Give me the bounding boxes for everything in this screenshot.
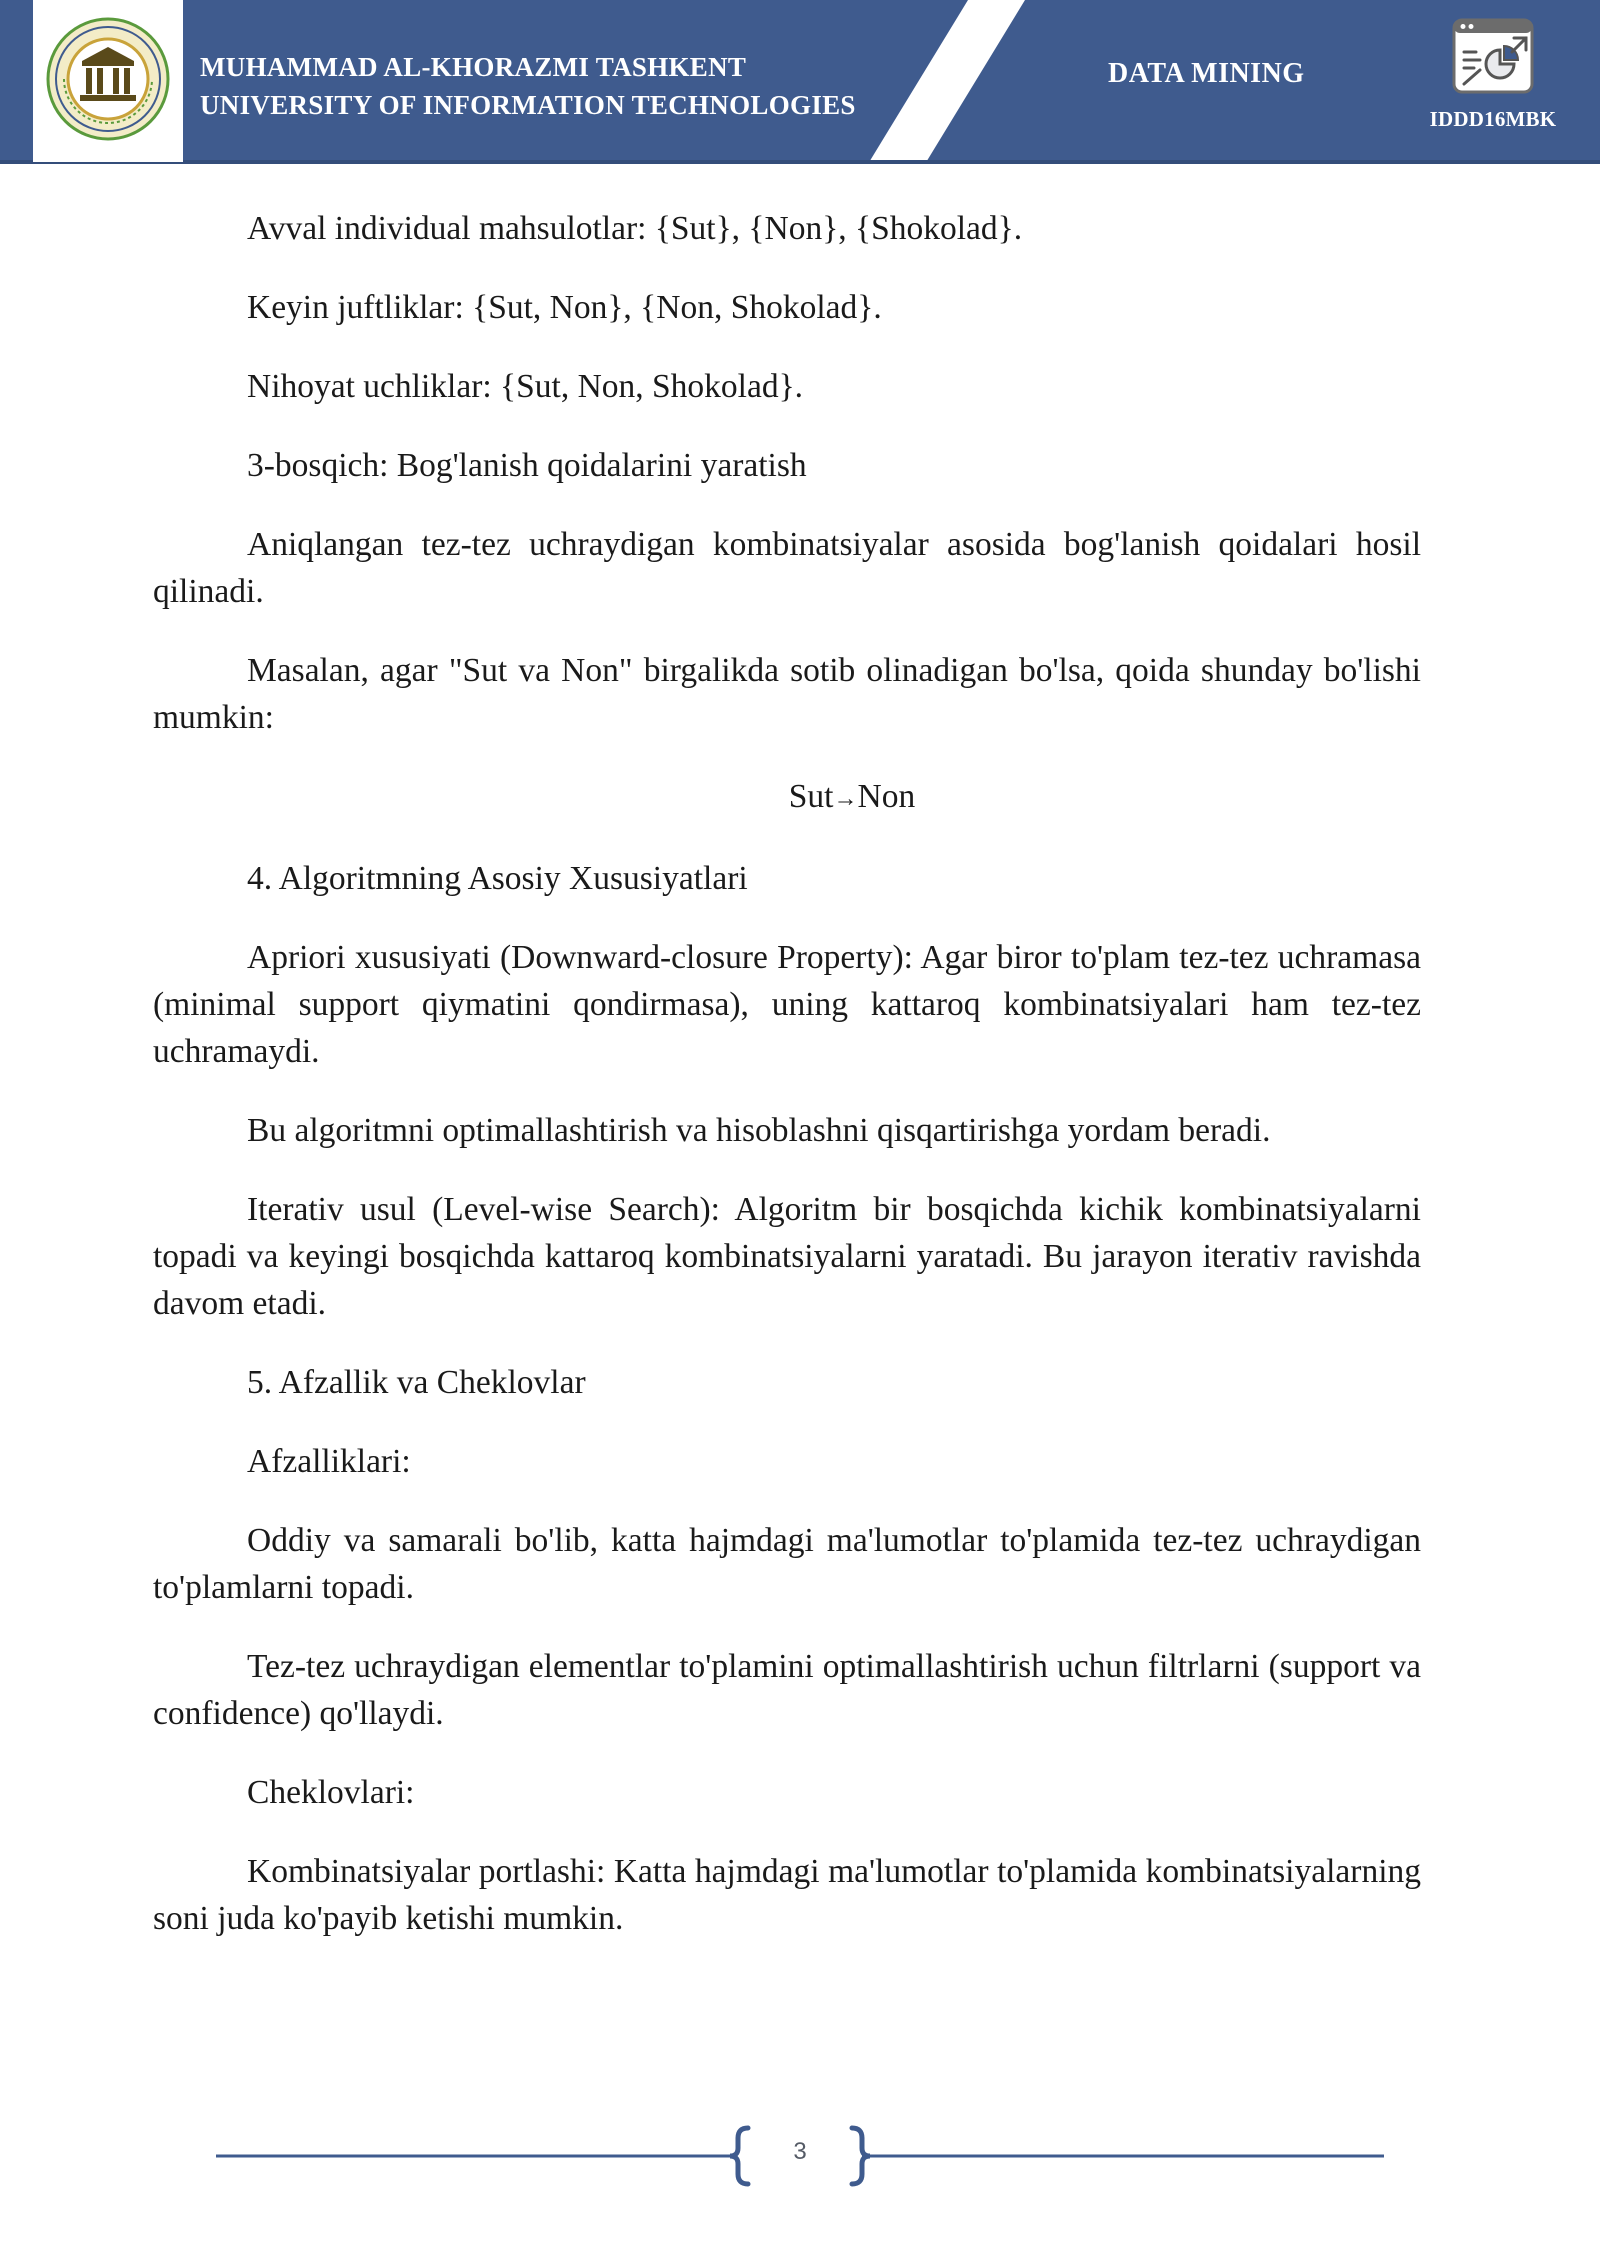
rule-formula bbox=[153, 773, 1421, 823]
page-header bbox=[0, 0, 1600, 164]
page-content bbox=[153, 205, 1421, 1974]
formula-arrow: → bbox=[833, 786, 858, 812]
university-seal-icon bbox=[46, 17, 170, 141]
paragraph: Kombinatsiyalar portlashi: Katta hajmdagi ma'lumotlar to'plamida kombinatsiyalarning soni juda ko'payib ketishi mumkin. bbox=[153, 1853, 1421, 1937]
paragraph: Oddiy va samarali bo'lib, katta hajmdagi ma'lumotlar to'plamida tez-tez uchraydigan to'plamlarni topadi. bbox=[153, 1522, 1421, 1606]
course-title: DATA MINING bbox=[1108, 58, 1305, 89]
paragraph: Tez-tez uchraydigan elementlar to'plamini optimallashtirish uchun filtrlarni (support va confidence) qo'llaydi. bbox=[153, 1648, 1421, 1732]
university-name-line1: MUHAMMAD AL-KHORAZMI TASHKENT bbox=[200, 52, 747, 82]
subheading: Cheklovlari: bbox=[247, 1774, 415, 1811]
paragraph: Nihoyat uchliklar: {Sut, Non, Shokolad}. bbox=[247, 368, 804, 405]
paragraph: Iterativ usul (Level-wise Search): Algoritm bir bosqichda kichik kombinatsiyalarni topadi va keyingi bosqichda kattaroq kombinatsiyalarni yaratadi. Bu jarayon iterativ ravishda davom etadi. bbox=[153, 1191, 1421, 1322]
section-heading: 4. Algoritmning Asosiy Xususiyatlari bbox=[247, 860, 748, 897]
section-heading: 5. Afzallik va Cheklovlar bbox=[247, 1364, 586, 1401]
formula-right: Non bbox=[857, 778, 916, 815]
paragraph: Aniqlangan tez-tez uchraydigan kombinatsiyalar asosida bog'lanish qoidalari hosil qilinadi. bbox=[153, 526, 1421, 610]
page-footer bbox=[0, 2120, 1600, 2190]
logo-container bbox=[33, 0, 183, 162]
course-code: IDDD16MBK bbox=[1429, 107, 1557, 131]
paragraph: Apriori xususiyati (Downward-closure Property): Agar biror to'plam tez-tez uchramasa (minimal support qiymatini qondirmasa), uning kattaroq kombinatsiyalari ham tez-tez uchramaydi. bbox=[153, 939, 1421, 1070]
page-number: 3 bbox=[793, 2138, 807, 2165]
data-analytics-icon bbox=[1450, 16, 1536, 102]
university-name-line2: UNIVERSITY OF INFORMATION TECHNOLOGIES bbox=[200, 90, 856, 120]
subheading: Afzalliklari: bbox=[247, 1443, 411, 1480]
formula-left: Sut bbox=[788, 778, 834, 815]
paragraph: Masalan, agar "Sut va Non" birgalikda sotib olinadigan bo'lsa, qoida shunday bo'lishi mumkin: bbox=[153, 652, 1421, 736]
paragraph: Bu algoritmni optimallashtirish va hisoblashni qisqartirishga yordam beradi. bbox=[247, 1112, 1271, 1149]
university-name bbox=[200, 48, 856, 124]
step-heading: 3-bosqich: Bog'lanish qoidalarini yaratish bbox=[247, 447, 807, 484]
paragraph: Avval individual mahsulotlar: {Sut}, {Non}, {Shokolad}. bbox=[247, 210, 1023, 247]
paragraph: Keyin juftliklar: {Sut, Non}, {Non, Shokolad}. bbox=[247, 289, 882, 326]
